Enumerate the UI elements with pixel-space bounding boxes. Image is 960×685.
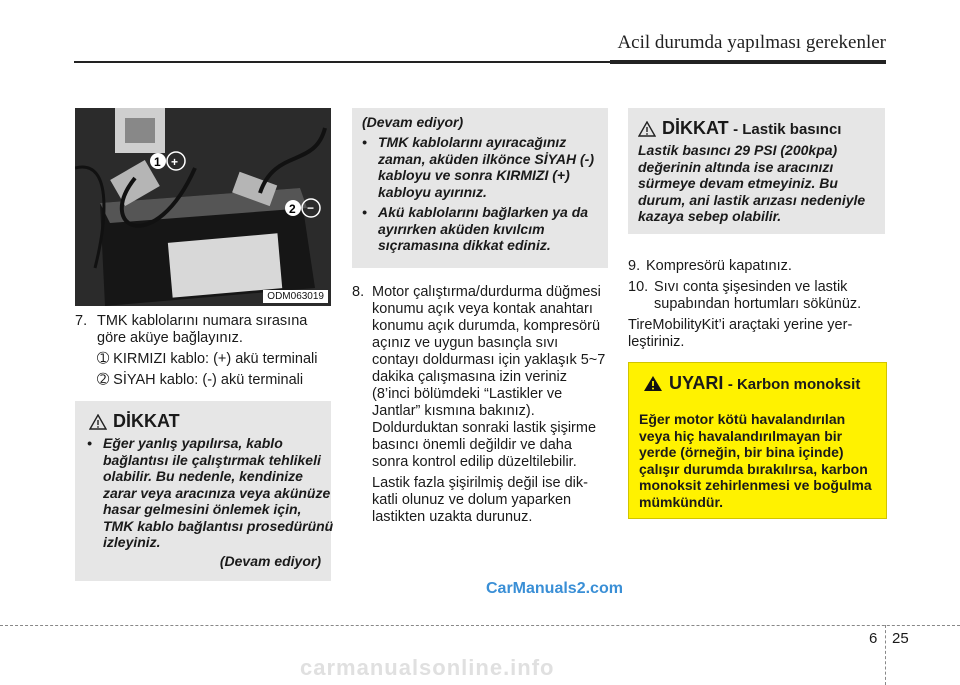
battery-illustration [75,108,331,306]
tire-caution-subtitle: - Lastik basıncı [733,121,842,138]
tire-caution-body: Lastik basıncı 29 PSI (200kpa) değerinin altında ise aracınızı sürmeye devam etmeyiniz. Bu durum, ani lastik arızası nedeniyle kazaya sebep olabilir. [638,142,866,224]
step-9 [628,258,885,275]
warning-body: Eğer motor kötü havalandırılan veya hiç havalandırılmayan bir yerde (örneğin, bir bina içinde) çalışır durumda bırakılırsa, karbon monoksit zehirlenmesi ve boğulma mümkündür. [639,411,872,510]
header-rule-accent [610,60,886,64]
battery-jumper-photo [75,108,331,306]
step-8-item [352,284,608,471]
middle-continued-label: (Devam ediyor) [362,114,464,130]
middle-bullet-1-text: TMK kablolarını ayıracağınız zaman, aküden ilkönce SİYAH (-) kabloyu ve sonra KIRMIZI (+) kabloyu ayırınız. [378,134,595,200]
caution-box-tire-pressure [628,108,885,234]
caution-box-continued [352,108,608,268]
tire-caution-title-row [638,118,841,139]
middle-bullet-2-text: Akü kablolarını bağlarken ya da ayırırken aküden kıvılcım sıçramasına dikkat ediniz. [378,204,589,253]
footer-vertical-divider [885,625,886,685]
step-10-text: Sıvı conta şişesinden ve lastik supabından hortumları sökünüz. [654,279,862,312]
step-8-text: Motor çalıştırma/durdurma düğmesi konumu açık veya kontak anahtarı konumu açık durumda, kompresörü açınız ve uygun basınçla sıvı contayı doldurması için yaklaşık 5~7 dakika çalışmasına izin veriniz (8’inci bölümdeki “Lastikler ve Jantlar” kısmına bakınız). Doldurduktan sonraki lastik şişirme basıncı önemli değildir ve daha sonra kontrol edilip düzeltilebilir. [372,284,606,470]
step-8-number: 8. [352,284,365,300]
right-steps [628,258,885,351]
warning-title: UYARI [669,373,724,393]
bullet-dot: • [87,435,92,451]
warning-title-row [643,373,878,394]
step-10 [628,279,885,313]
step-8-text-2: Lastik fazla şişirilmiş değil ise dikkatli olunuz ve dolum yaparken lastikten uzakta durunuz. [372,475,588,525]
warning-filled-triangle-icon [643,375,663,392]
warning-subtitle: - Karbon monoksit [727,376,861,393]
caution-continued: (Devam ediyor) [219,553,321,569]
step-9-text: Kompresörü kapatınız. [646,258,792,274]
watermark-link[interactable]: CarManuals2.com [486,580,623,597]
caution-box-connection [75,401,334,581]
caution-bullet-text: Eğer yanlış yapılırsa, kablo bağlantısı ile çalıştırmak tehlikeli olabilir. Bu nedenle, kendinize zarar veya aracınıza veya akünüze hasar gelmesini önlemek için, TMK kablo bağlantısı prosedürünü izleyiniz. [103,435,334,550]
middle-bullet-1 [362,134,614,200]
site-banner: carmanualsonline.info [300,655,555,680]
caution-title-row [89,411,180,432]
warning-triangle-icon [638,121,656,137]
caution-bullet [87,435,335,551]
page-header-title: Acil durumda yapılması gerekenler [617,32,886,53]
warning-triangle-icon [89,414,107,430]
step-7-sub-1: ➀ KIRMIZI kablo: (+) akü terminali [97,351,318,367]
step-10-number: 10. [628,279,649,295]
middle-bullet-2 [362,204,614,254]
tire-caution-title: DİKKAT [662,118,729,138]
step-7-text: TMK kablolarını numara sırasına göre aküye bağlayınız. [97,313,308,346]
figure-id: ODM063019 [263,290,328,303]
step-7-sub-2: ➁ SİYAH kablo: (-) akü terminali [97,372,304,388]
step-7 [75,313,337,389]
step-7-item [75,313,337,347]
step-9-number: 9. [628,258,641,274]
footer-divider [0,625,960,626]
caution-title: DİKKAT [113,411,180,431]
callout-1: 1 [154,155,161,169]
step-7-number: 7. [75,313,88,329]
plus-symbol: + [171,155,179,169]
page-number: 25 [892,630,909,647]
callout-2: 2 [289,202,296,216]
step-8 [352,284,608,526]
bullet-dot: • [362,204,367,220]
storage-note: TireMobilityKit’i araçtaki yerine yerleştiriniz. [628,317,853,350]
minus-symbol: − [307,201,315,215]
bullet-dot: • [362,134,367,150]
warning-box-carbon-monoxide [628,362,887,519]
section-number: 6 [869,630,878,647]
